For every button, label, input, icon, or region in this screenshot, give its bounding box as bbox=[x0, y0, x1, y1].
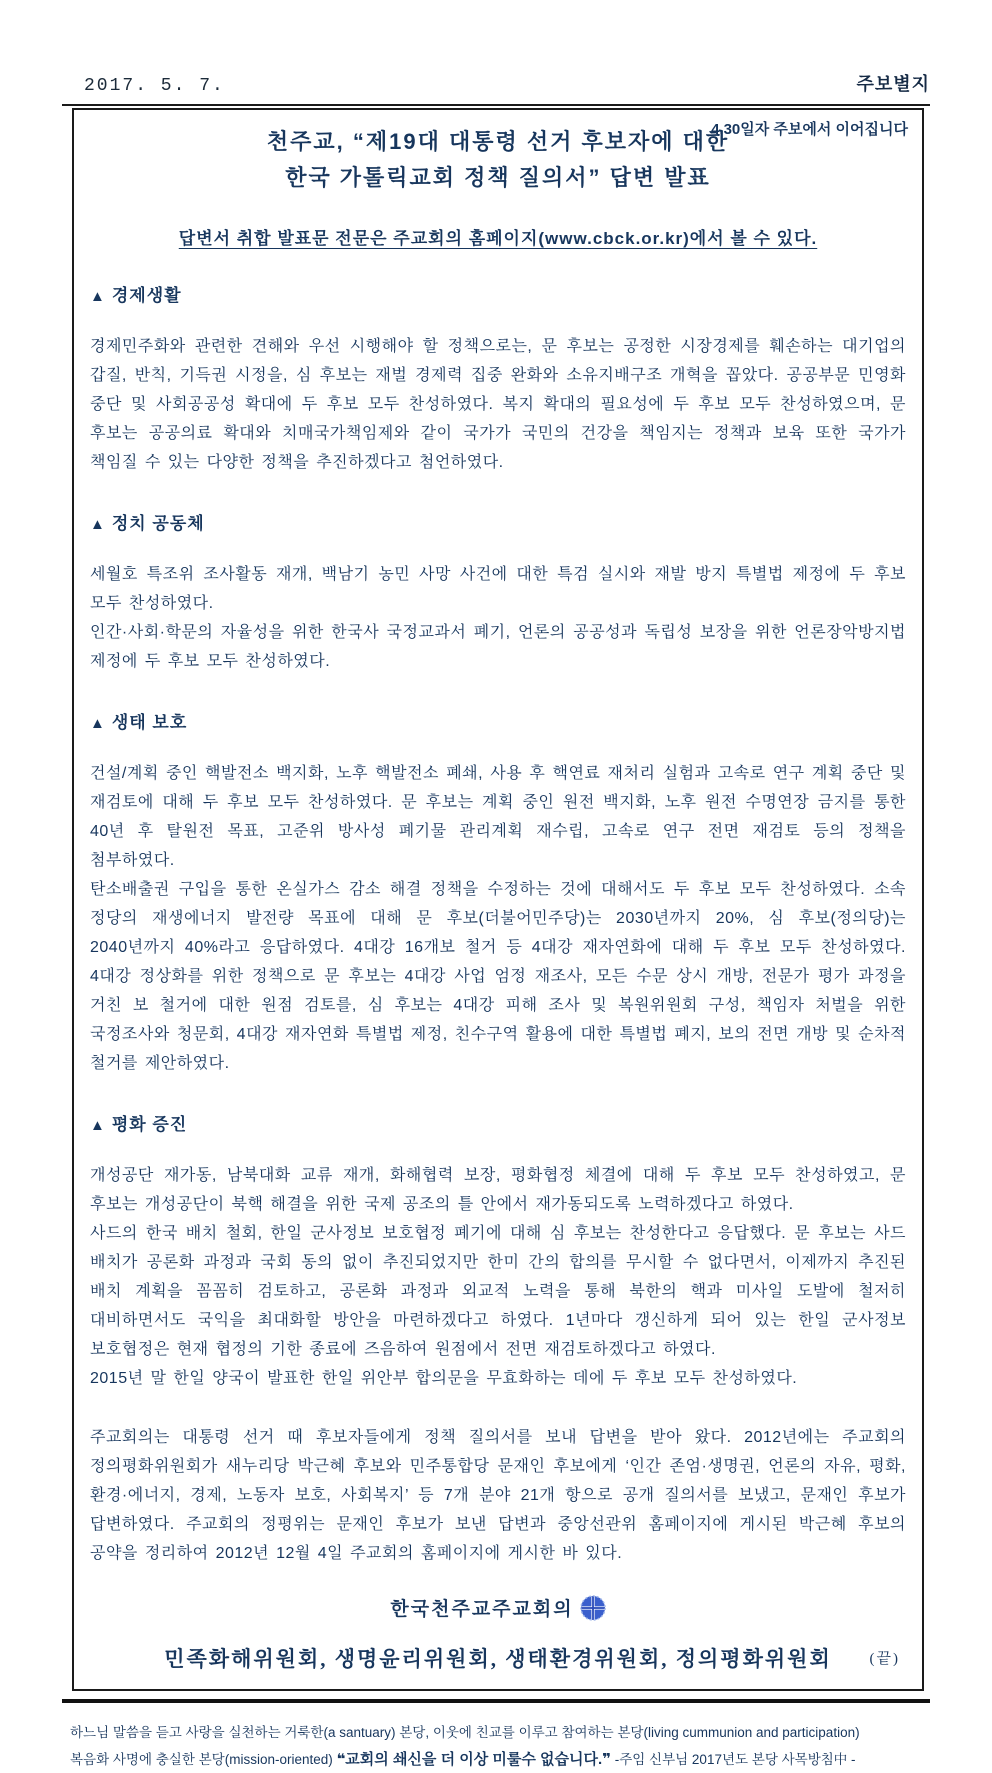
notice-title-line1: 천주교, “제19대 대통령 선거 후보자에 대한 bbox=[266, 129, 730, 154]
paragraph: 인간·사회·학문의 자율성을 위한 한국사 국정교과서 폐기, 언론의 공공성과 독립성 보장을 위한 언론장악방지법 제정에 두 후보 모두 찬성하였다. bbox=[90, 624, 906, 670]
paragraph: 개성공단 재가동, 남북대화 교류 재개, 화해협력 보장, 평화협정 체결에 대해 두 후보 모두 찬성하였고, 문 후보는 개성공단이 북핵 해결을 위한 국제 공조의 틀 안에서 재가동되도록 노력하겠다고 하였다. bbox=[90, 1167, 906, 1213]
signature-text: 한국천주교주교회의 bbox=[390, 1599, 574, 1620]
triangle-marker-icon: ▲ bbox=[90, 288, 106, 305]
end-mark: (끝) bbox=[869, 1651, 900, 1667]
paragraph: 세월호 특조위 조사활동 재개, 백남기 농민 사망 사건에 대한 특검 실시와 재발 방지 특별법 제정에 두 후보 모두 찬성하였다. bbox=[90, 566, 906, 612]
notice-box bbox=[72, 108, 924, 1691]
section-heading-peace: ▲ 평화 증진 bbox=[90, 1115, 188, 1134]
paragraph: 2015년 말 한일 양국이 발표한 한일 위안부 합의문을 무효화하는 데에 두 후보 모두 찬성하였다. bbox=[90, 1370, 798, 1387]
corner-label: 주보별지 bbox=[856, 74, 930, 94]
signature-row bbox=[90, 1594, 906, 1627]
section-heading-economy: ▲ 경제생활 bbox=[90, 286, 182, 305]
paragraph: 사드의 한국 배치 철회, 한일 군사정보 보호협정 폐기에 대해 심 후보는 찬성한다고 응답했다. 문 후보는 사드 배치가 공론화 과정과 국회 동의 없이 추진되었지만 한미 간의 합의를 무시할 수 없다면서, 이제까지 추진된 배치 계획을 꼼꼼히 검토하고, 공론화 과정과 외교적 노력을 통해 북한의 핵과 미사일 도발에 철저히 대비하면서도 국익을 최대화할 방안을 마련하겠다고 하였다. 1년마다 갱신하게 되어 있는 한일 군사정보 보호협정은 현재 협정의 기한 종료에 즈음하여 원점에서 전면 재검토하겠다고 하였다. bbox=[90, 1225, 906, 1358]
footer-line2: 복음화 사명에 충실한 본당(mission-oriented) ❝교회의 쇄신을 더 이상 미룰수 없습니다.❞ -주임 신부님 2017년도 본당 사목방침中 - bbox=[70, 1751, 856, 1768]
section-heading-politics: ▲ 정치 공동체 bbox=[90, 514, 205, 533]
footer-quote: ❝교회의 쇄신을 더 이상 미룰수 없습니다.❞ bbox=[336, 1751, 611, 1768]
paragraph: 건설/계획 중인 핵발전소 백지화, 노후 핵발전소 폐쇄, 사용 후 핵연료 재처리 실험과 고속로 연구 계획 중단 및 재검토에 대해 두 후보 모두 찬성하였다. 문 후보는 계획 중인 원전 백지화, 노후 원전 수명연장 금지를 통한 40년 후 탈원전 목표, 고준위 방사성 폐기물 관리계획 재수립, 고속로 연구 전면 재검토 등의 정책을 첨부하였다. bbox=[90, 765, 906, 869]
header-divider bbox=[62, 104, 930, 106]
committees-row bbox=[90, 1643, 906, 1673]
triangle-marker-icon: ▲ bbox=[90, 1117, 106, 1134]
paragraph: 경제민주화와 관련한 견해와 우선 시행해야 할 정책으로는, 문 후보는 공정한 시장경제를 훼손하는 대기업의 갑질, 반칙, 기득권 시정을, 심 후보는 재벌 경제력 집중 완화와 소유지배구조 개혁을 꼽았다. 공공부문 민영화 중단 및 사회공공성 확대에 두 후보 모두 찬성하였다. 복지 확대의 필요성에 두 후보 모두 찬성하였으며, 문 후보는 공공의료 확대와 치매국가책임제와 같이 국가가 국민의 건강을 책임지는 정책과 보육 또한 국가가 책임질 수 있는 다양한 정책을 추진하겠다고 첨언하였다. bbox=[90, 338, 906, 471]
continuation-note: 4.30일자 주보에서 이어집니다 bbox=[711, 121, 908, 138]
paragraph: 탄소배출권 구입을 통한 온실가스 감소 해결 정책을 수정하는 것에 대해서도 두 후보 모두 찬성하였다. 소속 정당의 재생에너지 발전량 목표에 대해 문 후보(더불어민주당)는 2030년까지 20%, 심 후보(정의당)는 2040년까지 40%라고 응답하였다. 4대강 16개보 철거 등 4대강 재자연화에 대해 두 후보 모두 찬성하였다. 4대강 정상화를 위한 정책으로 문 후보는 4대강 사업 엄정 재조사, 모든 수문 상시 개방, 전문가 평가 과정을 거친 보 철거에 대한 원점 검토를, 심 후보는 4대강 피해 조사 및 복원위원회 구성, 책임자 처벌을 위한 국정조사와 청문회, 4대강 재자연화 특별법 제정, 친수구역 활용에 대한 특별법 폐지, 보의 전면 개방 및 순차적 철거를 제안하였다. bbox=[90, 881, 906, 1072]
committees-text: 민족화해위원회, 생명윤리위원회, 생태환경위원회, 정의평화위원회 bbox=[164, 1647, 832, 1671]
section-heading-ecology: ▲ 생태 보호 bbox=[90, 713, 188, 732]
cbck-logo-icon bbox=[580, 1595, 606, 1627]
footer-divider bbox=[62, 1699, 930, 1703]
closing-paragraph: 주교회의는 대통령 선거 때 후보자들에게 정책 질의서를 보내 답변을 받아 왔다. 2012년에는 주교회의 정의평화위원회가 새누리당 박근혜 후보와 민주통합당 문재인 후보에게 ‘인간 존엄·생명권, 언론의 자유, 평화, 환경·에너지, 경제, 노동자 보호, 사회복지’ 등 7개 분야 21개 항으로 공개 질의서를 보냈고, 문재인 후보가 답변하였다. 주교회의 정평위는 문재인 후보가 보낸 답변과 중앙선관위 홈페이지에 게시된 박근혜 후보의 공약을 정리하여 2012년 12월 4일 주교회의 홈페이지에 게시한 바 있다. bbox=[90, 1429, 906, 1562]
footer-motto bbox=[70, 1719, 926, 1773]
notice-subtitle: 답변서 취합 발표문 전문은 주교회의 홈페이지(www.cbck.or.kr)에서 볼 수 있다. bbox=[178, 229, 818, 248]
triangle-marker-icon: ▲ bbox=[90, 516, 106, 533]
header-row bbox=[56, 0, 936, 104]
notice-title-line2: 한국 가톨릭교회 정책 질의서” 답변 발표 bbox=[285, 165, 711, 190]
issue-date: 2017. 5. 7. bbox=[84, 76, 225, 96]
triangle-marker-icon: ▲ bbox=[90, 715, 106, 732]
footer-line1: 하느님 말씀을 듣고 사랑을 실천하는 거룩한(a santuary) 본당, 이웃에 친교를 이루고 참여하는 본당(living cummunion and participation) bbox=[70, 1725, 860, 1740]
